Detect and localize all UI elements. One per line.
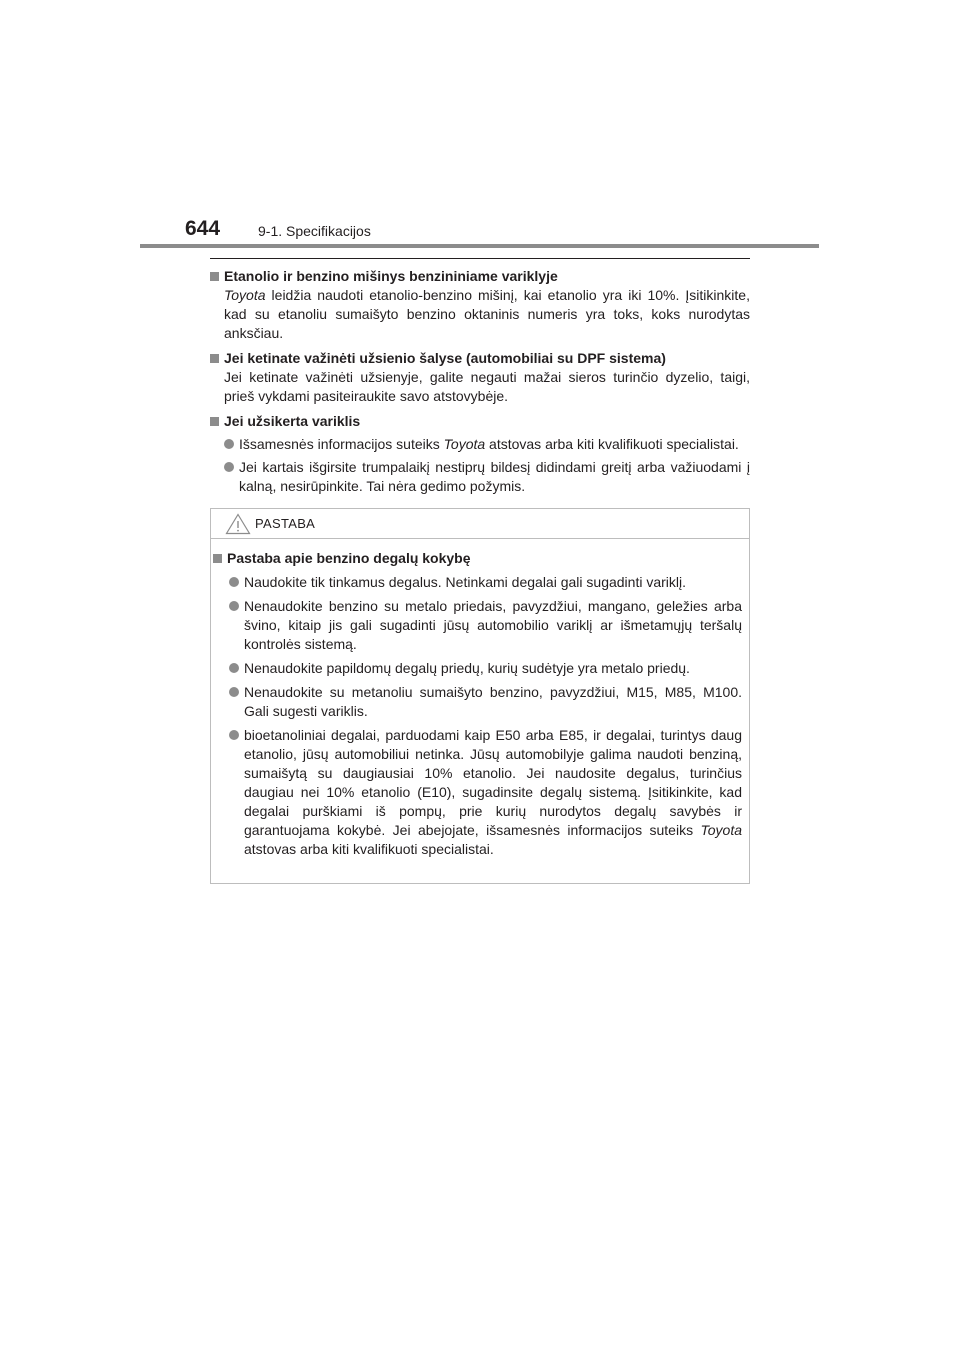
- text-fragment: bioetanoliniai degalai, parduodami kaip E50 arba E85, ir degalai, turintys daug etanolio, jūsų automobiliui netinka. Jūsų automobilyje galima naudoti benziną, sumaišytą su daugiausiai 10% etanolio. Jei naudosite degalus, turinčius daugiau nei 10% etanolio (E10), sugadinsite degalų sistemą. Įsitikinkite, kad degalai purškiami iš pompų, prie kurių nurodytos degalų savybės ir garantuojama kokybė. Jei abejojate, išsamesnės informacijos suteiks: [244, 727, 742, 838]
- topic-body-text: leidžia naudoti etanolio-benzino mišinį, kai etanolio yra iki 10%. Įsitikinkite, kad su etanoliu sumaišyto benzino oktaninis numeris yra toks, koks nurodytas anksčiau.: [224, 287, 750, 341]
- circle-bullet-icon: [224, 439, 234, 449]
- topic-engine-knock: [210, 412, 750, 496]
- note-title: PASTABA: [255, 516, 316, 531]
- square-bullet-icon: [210, 354, 219, 363]
- text-fragment: atstovas arba kiti kvalifikuoti specialistai.: [244, 841, 494, 857]
- topic-heading: [210, 349, 750, 368]
- brand-name: Toyota: [700, 822, 742, 838]
- circle-bullet-icon: [229, 730, 239, 740]
- list-item-text: Nenaudokite benzino su metalo priedais, pavyzdžiui, mangano, geležies arba švino, kitaip jis gali sugadinti jūsų automobilio variklį ar išmetamųjų teršalų kontrolės sistemą.: [244, 598, 742, 652]
- page-content: [210, 258, 750, 884]
- list-item-text: Naudokite tik tinkamus degalus. Netinkami degalai gali sugadinti variklį.: [244, 574, 687, 590]
- text-fragment: atstovas arba kiti kvalifikuoti specialistai.: [485, 436, 739, 452]
- note-body: [211, 539, 749, 883]
- square-bullet-icon: [213, 554, 222, 563]
- warning-triangle-icon: [225, 513, 251, 535]
- topic-heading: [210, 267, 750, 286]
- topic-heading-text: Jei ketinate važinėti užsienio šalyse (automobiliai su DPF sistema): [224, 350, 666, 366]
- topic-heading: [210, 412, 750, 431]
- circle-bullet-icon: [229, 577, 239, 587]
- note-heading: [213, 549, 742, 568]
- list-item: [229, 597, 742, 654]
- list-item-text: [239, 435, 750, 454]
- square-bullet-icon: [210, 417, 219, 426]
- note-header: [211, 509, 749, 539]
- list-item: [229, 573, 742, 592]
- list-item: [229, 683, 742, 721]
- header-rule: [140, 244, 819, 248]
- brand-name: Toyota: [224, 287, 266, 303]
- list-item: [229, 726, 742, 859]
- list-item-text: Jei kartais išgirsite trumpalaikį nestiprų bildesį didindami greitį arba važiuodami į kalną, nesirūpinkite. Tai nėra gedimo požymis.: [239, 459, 750, 494]
- page-number: 644: [185, 217, 221, 240]
- topic-ethanol-mix: [210, 267, 750, 343]
- list-item: [224, 435, 750, 454]
- text-fragment: Išsamesnės informacijos suteiks: [239, 436, 444, 452]
- note-heading-text: Pastaba apie benzino degalų kokybę: [227, 550, 471, 566]
- list-item-text: Nenaudokite papildomų degalų priedų, kurių sudėtyje yra metalo priedų.: [244, 660, 690, 676]
- circle-bullet-icon: [229, 687, 239, 697]
- list-item-text: Nenaudokite su metanoliu sumaišyto benzino, pavyzdžiui, M15, M85, M100. Gali sugesti variklis.: [244, 684, 742, 719]
- circle-bullet-icon: [229, 663, 239, 673]
- topic-heading-text: Jei užsikerta variklis: [224, 413, 361, 429]
- note-box: [210, 508, 750, 884]
- topic-body: [224, 286, 750, 343]
- list-item: [224, 458, 750, 496]
- topic-body: Jei ketinate važinėti užsienyje, galite negauti mažai sieros turinčio dyzelio, taigi, prieš vykdami pasiteiraukite savo atstovybėje.: [224, 369, 750, 404]
- brand-name: Toyota: [443, 436, 486, 452]
- topic-heading-text: Etanolio ir benzino mišinys benzininiame variklyje: [224, 268, 558, 284]
- list-item-text: [244, 726, 742, 859]
- square-bullet-icon: [210, 272, 219, 281]
- circle-bullet-icon: [224, 462, 234, 472]
- circle-bullet-icon: [229, 601, 239, 611]
- section-title: 9-1. Specifikacijos: [258, 223, 371, 239]
- list-item: [229, 659, 742, 678]
- topic-abroad-dpf: [210, 349, 750, 406]
